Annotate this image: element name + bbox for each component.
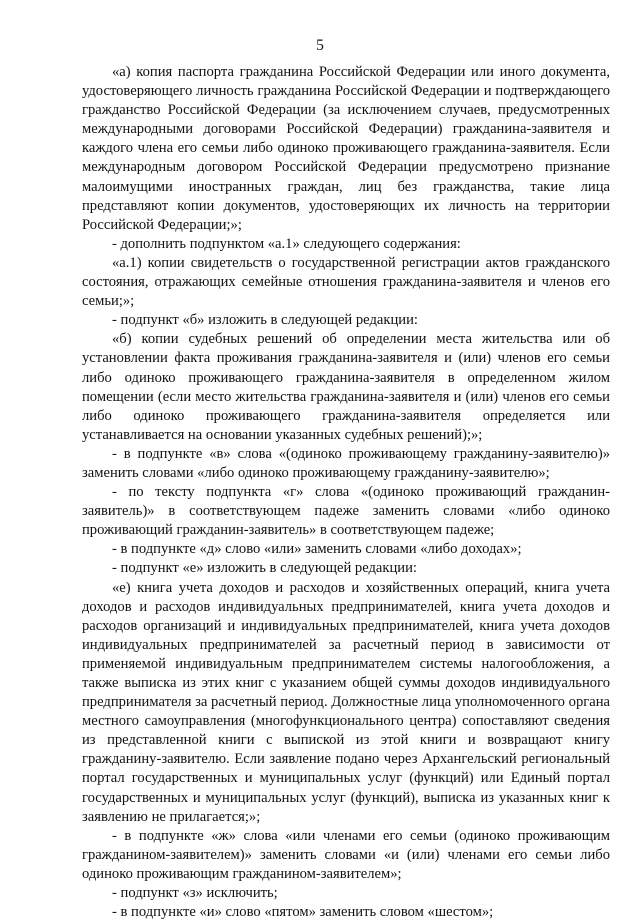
- paragraph-subpoint-a: «а) копия паспорта гражданина Российской Федерации или иного документа, удостоверяющего личность гражданина Российской Федерации и подтверждающего гражданство Российской Федерации (за исключением случаев, предусмотренных международными договорами Российской Федерации) гражданина-заявителя и каждого члена его семьи либо одиноко проживающего гражданина-заявителя. Если международным договором Российской Федерации предусмотрено признание малоимущими иностранных граждан, лиц без гражданства, такие лица представляют копии документов, удостоверяющих их личность на территории Российской Федерации;»;: [82, 64, 610, 233]
- paragraph-subpoint-i: - в подпункте «и» слово «пятом» заменить словом «шестом»;: [112, 904, 494, 921]
- document-body: [82, 63, 610, 922]
- paragraph-restate-subpoint-b: - подпункт «б» изложить в следующей редакции:: [112, 312, 418, 329]
- paragraph-subpoint-e: «е) книга учета доходов и расходов и хозяйственных операций, книга учета доходов и расходов индивидуальных предпринимателей, книга учета доходов и расходов организаций и индивидуальных предпринимателей, книга учета доходов индивидуальных предпринимателей за расчетный период в зависимости от применяемой индивидуальным предпринимателем системы налогообложения, а также выписка из этих книг с указанием общей суммы доходов индивидуального предпринимателя за расчетный период. Должностные лица уполномоченного органа местного самоуправления (многофункционального центра) сопоставляют сведения из представленной книги с выпиской из этой книги и возвращают книгу гражданину-заявителю. Если заявление подано через Архангельский региональный портал государственных и муниципальных услуг (функций) или Единый портал государственных и муниципальных услуг (функций), выписка из указанных книг к заявлению не прилагается;»;: [82, 579, 610, 825]
- paragraph-add-subpoint-a1: - дополнить подпунктом «а.1» следующего содержания:: [112, 235, 461, 252]
- paragraph-subpoint-a1: «а.1) копии свидетельств о государственной регистрации актов гражданского состояния, отражающих семейные отношения гражданина-заявителя и членов его семьи;»;: [82, 254, 610, 310]
- paragraph-subpoint-z: - подпункт «з» исключить;: [112, 885, 278, 902]
- paragraph-restate-subpoint-e: - подпункт «е» изложить в следующей редакции:: [112, 560, 417, 577]
- page-number: 5: [316, 37, 324, 54]
- paragraph-subpoint-b: «б) копии судебных решений об определении места жительства или об установлении факта проживания гражданина-заявителя и (или) членов его семьи либо одиноко проживающего гражданина-заявителя в определенном жилом помещении (если место жительства гражданина-заявителя и (или) членов его семьи либо одиноко проживающего гражданина-заявителя определяется или устанавливается на основании указанных судебных решений);»;: [82, 331, 610, 443]
- paragraph-subpoint-v: - в подпункте «в» слова «(одиноко проживающему гражданину-заявителю)» заменить словами «либо одиноко проживающему гражданину-заявителю»;: [82, 445, 610, 481]
- paragraph-subpoint-g: - по тексту подпункта «г» слова «(одиноко проживающий гражданин-заявитель)» в соответствующем падеже заменить словами «либо одиноко проживающий гражданин-заявитель» в соответствующем падеже;: [82, 484, 610, 539]
- paragraph-subpoint-d: - в подпункте «д» слово «или» заменить словами «либо доходах»;: [112, 541, 522, 558]
- paragraph-subpoint-zh: - в подпункте «ж» слова «или членами его семьи (одиноко проживающим гражданином-заявителем)» заменить словами «и (или) членами его семьи либо одиноко проживающим гражданином-заявителем»;: [82, 827, 610, 882]
